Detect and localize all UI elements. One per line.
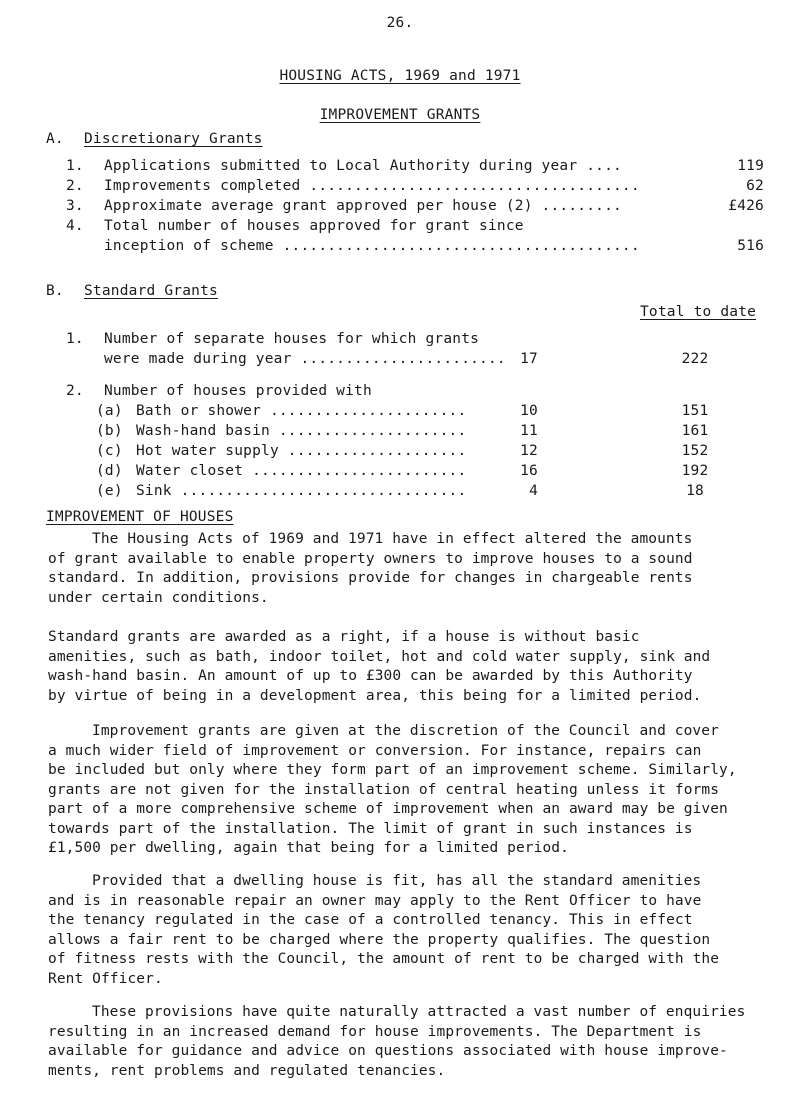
paragraph — [48, 872, 760, 989]
paragraph-line: grants are not given for the installation of central heating unless it forms — [48, 781, 720, 798]
paragraph-line: and is in reasonable repair an owner may apply to the Rent Officer to have — [48, 892, 702, 909]
page-title: HOUSING ACTS, 1969 and 1971 — [279, 68, 521, 84]
paragraph — [48, 628, 760, 706]
sub-item-total: 152 — [681, 443, 709, 459]
list-item-number: 2. — [66, 383, 84, 399]
paragraph-line: standard. In addition, provisions provide for changes in chargeable rents — [48, 570, 693, 586]
sub-item-value: 12 — [520, 443, 538, 459]
sub-item-value: 10 — [520, 403, 538, 419]
paragraph-line: Rent Officer. — [48, 970, 163, 987]
paragraph-line: of fitness rests with the Council, the amount of rent to be charged with the — [48, 951, 720, 967]
section-b-letter: B. — [46, 283, 64, 299]
list-item-number: 2. — [66, 178, 84, 194]
list-item-value: 17 — [520, 351, 538, 367]
paragraph-line: Standard grants are awarded as a right, if a house is without basic — [48, 629, 640, 645]
paragraph-line: amenities, such as bath, indoor toilet, hot and cold water supply, sink and — [48, 648, 711, 665]
paragraph-line: The Housing Acts of 1969 and 1971 have in effect altered the amounts — [92, 531, 693, 547]
column-header-total: Total to date — [640, 304, 757, 320]
sub-item-value: 16 — [520, 463, 538, 479]
sub-item-letter: (c) — [96, 443, 123, 459]
sub-item-letter: (b) — [96, 423, 123, 439]
paragraph-line: These provisions have quite naturally attracted a vast number of enquiries — [92, 1004, 746, 1020]
list-item-total: 222 — [681, 351, 709, 367]
paragraph-line: a much wider field of improvement or conversion. For instance, repairs can — [48, 742, 702, 759]
list-item-text: Approximate average grant approved per house (2) ......... — [104, 198, 622, 214]
paragraph-line: Provided that a dwelling house is fit, has all the standard amenities — [92, 873, 702, 889]
sub-item-text: Sink ................................ — [136, 483, 467, 499]
list-item-number: 1. — [66, 158, 84, 174]
paragraph — [48, 722, 760, 859]
sub-item-value: 11 — [520, 423, 538, 439]
section-b-heading: Standard Grants — [84, 283, 218, 299]
list-item-text: were made during year ....................... — [104, 351, 506, 367]
sub-item-text: Bath or shower ...................... — [136, 403, 467, 419]
paragraph-line: by virtue of being in a development area, this being for a limited period. — [48, 687, 702, 704]
sub-item-letter: (a) — [96, 403, 123, 419]
list-item-value: 62 — [746, 178, 764, 194]
paragraph-line: of grant available to enable property owners to improve houses to a sound — [48, 550, 693, 567]
paragraph-line: £1,500 per dwelling, again that being for a limited period. — [48, 840, 569, 856]
list-item-text: Total number of houses approved for grant since — [104, 218, 524, 234]
paragraph-line: available for guidance and advice on questions associated with house improve- — [48, 1043, 728, 1059]
sub-item-total: 161 — [681, 423, 709, 439]
paragraph-line: under certain conditions. — [48, 589, 269, 606]
list-item-number: 4. — [66, 218, 84, 234]
list-item-value: 516 — [737, 238, 764, 254]
list-item-text: Number of houses provided with — [104, 383, 372, 399]
page-subtitle: IMPROVEMENT GRANTS — [319, 107, 481, 123]
paragraph — [48, 530, 760, 608]
paragraph-line: the tenancy regulated in the case of a controlled tenancy. This in effect — [48, 912, 693, 928]
section-a-letter: A. — [46, 131, 64, 147]
list-item-text: inception of scheme ........................................ — [104, 238, 640, 254]
sub-item-value: 4 — [529, 483, 538, 499]
sub-item-total: 192 — [681, 463, 709, 479]
list-item-number: 1. — [66, 331, 84, 347]
sub-item-letter: (d) — [96, 463, 123, 479]
paragraph-line: be included but only where they form part of an improvement scheme. Similarly, — [48, 762, 737, 778]
list-item-text: Improvements completed ..................................... — [104, 178, 640, 194]
paragraph-line: resulting in an increased demand for house improvements. The Department is — [48, 1023, 702, 1040]
sub-item-letter: (e) — [96, 483, 123, 499]
paragraph — [48, 1003, 760, 1081]
paragraph-line: wash-hand basin. An amount of up to £300 can be awarded by this Authority — [48, 668, 693, 684]
improvement-heading: IMPROVEMENT OF HOUSES — [46, 509, 234, 525]
list-item-value: 119 — [737, 158, 764, 174]
sub-item-text: Water closet ........................ — [136, 463, 467, 479]
list-item-number: 3. — [66, 198, 84, 214]
paragraph-line: Improvement grants are given at the discretion of the Council and cover — [92, 723, 719, 739]
list-item-text: Applications submitted to Local Authority during year .... — [104, 158, 622, 174]
paragraph-line: allows a fair rent to be charged where the property qualifies. The question — [48, 931, 711, 948]
sub-item-text: Hot water supply .................... — [136, 443, 467, 459]
paragraph-line: part of a more comprehensive scheme of improvement when an award may be given — [48, 801, 728, 817]
page-number: 26. — [386, 15, 414, 31]
section-a-heading: Discretionary Grants — [84, 131, 263, 147]
sub-item-total: 18 — [686, 483, 704, 499]
paragraph-line: towards part of the installation. The limit of grant in such instances is — [48, 820, 693, 837]
paragraph-line: ments, rent problems and regulated tenancies. — [48, 1062, 446, 1079]
list-item-text: Number of separate houses for which grants — [104, 331, 480, 347]
list-item-value: £426 — [728, 198, 764, 214]
sub-item-total: 151 — [681, 403, 709, 419]
sub-item-text: Wash-hand basin ..................... — [136, 423, 467, 439]
